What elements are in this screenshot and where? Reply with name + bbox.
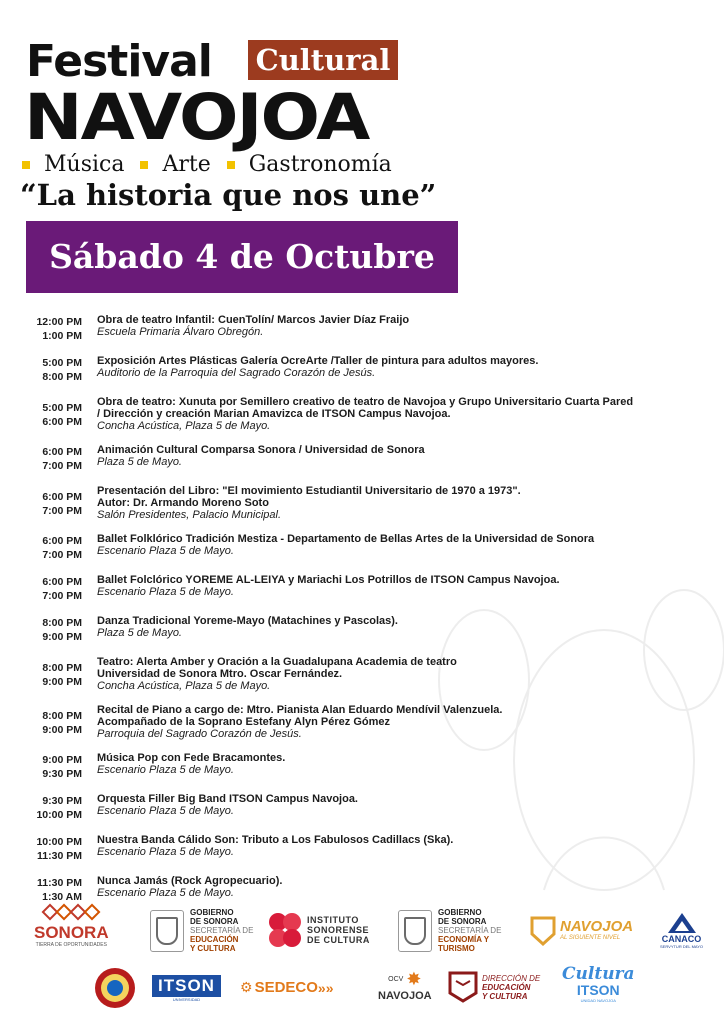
start-time: 6:00 PM: [42, 576, 82, 588]
event-venue: Plaza 5 de Mayo.: [97, 627, 182, 639]
event-title: Nunca Jamás (Rock Agropecuario).: [97, 875, 283, 887]
schedule-item: [20, 396, 700, 432]
title-navojoa: NAVOJOA: [24, 80, 369, 155]
sponsor-logos-row-2: [0, 965, 724, 1013]
bullet-square-icon: [227, 161, 235, 169]
end-time: 9:30 PM: [42, 768, 82, 780]
end-time: 1:00 PM: [42, 330, 82, 342]
date-heading: Sábado 4 de Octubre: [49, 237, 435, 276]
start-time: 12:00 PM: [36, 316, 82, 328]
event-title: Nuestra Banda Cálido Son: Tributo a Los Fabulosos Cadillacs (Ska).: [97, 834, 454, 846]
title-festival: Festival: [26, 36, 212, 87]
event-venue: Escenario Plaza 5 de Mayo.: [97, 545, 234, 557]
start-time: 6:00 PM: [42, 535, 82, 547]
start-time: 8:00 PM: [42, 617, 82, 629]
tag-arte: Arte: [140, 152, 210, 177]
event-title: Música Pop con Fede Bracamontes.: [97, 752, 286, 764]
bullet-square-icon: [140, 161, 148, 169]
canaco-logo: CANACO SERVYTUR DEL MAYO: [660, 912, 703, 949]
event-title: Orquesta Filler Big Band ITSON Campus Navojoa.: [97, 793, 358, 805]
sonora-pattern-icon: [44, 906, 98, 918]
schedule-item: [20, 485, 700, 521]
cultura-itson-logo: Cultura ITSON UNIDAD NAVOJOA: [562, 964, 635, 1003]
start-time: 6:00 PM: [42, 446, 82, 458]
event-venue: Parroquia del Sagrado Corazón de Jesús.: [97, 728, 302, 740]
end-time: 7:00 PM: [42, 460, 82, 472]
event-venue: Auditorio de la Parroquia del Sagrado Corazón de Jesús.: [97, 367, 376, 379]
crest-icon: [398, 910, 432, 952]
event-venue: Salón Presidentes, Palacio Municipal.: [97, 509, 282, 521]
start-time: 8:00 PM: [42, 709, 82, 722]
event-title: Exposición Artes Plásticas Galería OcreArte /Taller de pintura para adultos mayores.: [97, 355, 539, 367]
end-time: 7:00 PM: [42, 590, 82, 602]
date-banner: [26, 221, 458, 293]
end-time: 9:00 PM: [42, 631, 82, 643]
start-time: 8:00 PM: [42, 661, 82, 674]
seal-icon: [94, 967, 136, 1009]
start-time: 9:30 PM: [42, 795, 82, 807]
event-venue: Plaza 5 de Mayo.: [97, 456, 182, 468]
event-venue: Escuela Primaria Álvaro Obregón.: [97, 326, 264, 338]
end-time: 7:00 PM: [42, 549, 82, 561]
event-venue: Escenario Plaza 5 de Mayo.: [97, 586, 234, 598]
schedule-item: [20, 533, 700, 562]
bullet-square-icon: [22, 161, 30, 169]
start-time: 11:30 PM: [37, 877, 82, 889]
itson-logo: ITSON UNIVERSIDAD: [152, 975, 221, 1002]
navojoa-municipio-logo: NAVOJOA AL SIGUIENTE NIVEL: [530, 914, 633, 946]
end-time: 1:30 AM: [42, 891, 82, 903]
schedule-item: [20, 355, 700, 384]
event-title: Presentación del Libro: "El movimiento Estudiantil Universitario de 1970 a 1973".: [97, 485, 521, 497]
schedule-item: [20, 444, 700, 473]
title-cultural-badge: Cultural: [248, 40, 398, 80]
event-venue: Escenario Plaza 5 de Mayo.: [97, 805, 234, 817]
schedule-item: [20, 752, 700, 781]
schedule-item: [20, 574, 700, 603]
chevrons-icon: »»: [317, 979, 334, 996]
start-time: 6:00 PM: [42, 490, 82, 503]
end-time: 9:00 PM: [42, 723, 82, 736]
slogan: “La historia que nos une”: [20, 178, 437, 212]
event-venue: Concha Acústica, Plaza 5 de Mayo.: [97, 420, 271, 432]
gobierno-sonora-educacion-logo: GOBIERNO DE SONORA SECRETARÍA DE EDUCACIÓN Y CULTURA: [150, 908, 253, 953]
end-time: 8:00 PM: [42, 371, 82, 383]
event-title-line2: Acompañado de la Soprano Estefany Alyn Pérez Gómez: [97, 716, 390, 728]
event-title-line2: Universidad de Sonora Mtro. Oscar Fernández.: [97, 668, 343, 680]
instituto-sonorense-cultura-logo: INSTITUTO SONORENSE DE CULTURA: [268, 912, 370, 948]
event-venue: Escenario Plaza 5 de Mayo.: [97, 846, 234, 858]
event-title: Teatro: Alerta Amber y Oración a la Guadalupana Academia de teatro: [97, 656, 457, 668]
schedule-item: [20, 656, 700, 692]
category-tags: [22, 152, 408, 177]
event-title: Danza Tradicional Yoreme-Mayo (Matachines y Pascolas).: [97, 615, 398, 627]
schedule-list: [20, 314, 700, 904]
event-venue: Concha Acústica, Plaza 5 de Mayo.: [97, 680, 271, 692]
event-venue: Escenario Plaza 5 de Mayo.: [97, 764, 234, 776]
end-time: 9:00 PM: [42, 675, 82, 688]
end-time: 7:00 PM: [42, 504, 82, 517]
sponsor-logos-row-1: [0, 906, 724, 958]
end-time: 6:00 PM: [42, 415, 82, 428]
schedule-item: [20, 704, 700, 740]
event-title-line2: Autor: Dr. Armando Moreno Soto: [97, 497, 269, 509]
schedule-item: [20, 793, 700, 822]
event-title: Recital de Piano a cargo de: Mtro. Pianista Alan Eduardo Mendívil Valenzuela.: [97, 704, 503, 716]
municipal-seal-logo: [94, 967, 136, 1009]
tag-gastronomia: Gastronomía: [227, 152, 392, 177]
direccion-educacion-cultura-logo: DIRECCIÓN DE EDUCACIÓN Y CULTURA: [448, 971, 540, 1003]
schedule-item: [20, 314, 700, 343]
schedule-item: [20, 615, 700, 644]
sedeco-icon: ⚙: [240, 979, 253, 995]
star-icon: ✸: [406, 969, 422, 989]
event-title: Ballet Folclórico YOREME AL-LEIYA y Mariachi Los Potrillos de ITSON Campus Navojoa.: [97, 574, 560, 586]
event-title: Obra de teatro: Xunuta por Semillero creativo de teatro de Navojoa y Grupo Universitario Cuarta Pared: [97, 396, 634, 408]
end-time: 10:00 PM: [36, 809, 82, 821]
event-title-line2: / Dirección y creación Marian Amavizca de ITSON Campus Navojoa.: [97, 408, 451, 420]
ocv-navojoa-logo: OCV ✸ NAVOJOA: [378, 969, 432, 1002]
event-title: Animación Cultural Comparsa Sonora / Universidad de Sonora: [97, 444, 425, 456]
sedeco-logo: ⚙ SEDECO »»: [240, 979, 334, 996]
canaco-triangle-icon: [667, 912, 697, 934]
crest-icon: [150, 910, 184, 952]
end-time: 11:30 PM: [37, 850, 82, 862]
event-title: Obra de teatro Infantil: CuenTolín/ Marcos Javier Díaz Fraijo: [97, 314, 410, 326]
isc-flower-icon: [268, 912, 302, 948]
navojoa-shield-icon: [530, 914, 556, 946]
schedule-item: [20, 834, 700, 863]
sonora-logo: SONORA TIERRA DE OPORTUNIDADES: [34, 906, 109, 948]
event-venue: Escenario Plaza 5 de Mayo.: [97, 887, 234, 899]
tag-musica: Música: [22, 152, 124, 177]
event-title: Ballet Folklórico Tradición Mestiza - Departamento de Bellas Artes de la Universidad de Sonora: [97, 533, 595, 545]
start-time: 5:00 PM: [42, 401, 82, 414]
book-shield-icon: [448, 971, 478, 1003]
gobierno-sonora-economia-logo: GOBIERNO DE SONORA SECRETARÍA DE ECONOMÍA Y TURISMO: [398, 908, 501, 953]
start-time: 9:00 PM: [42, 754, 82, 766]
start-time: 5:00 PM: [42, 357, 82, 369]
start-time: 10:00 PM: [36, 836, 82, 848]
schedule-item: [20, 875, 700, 904]
